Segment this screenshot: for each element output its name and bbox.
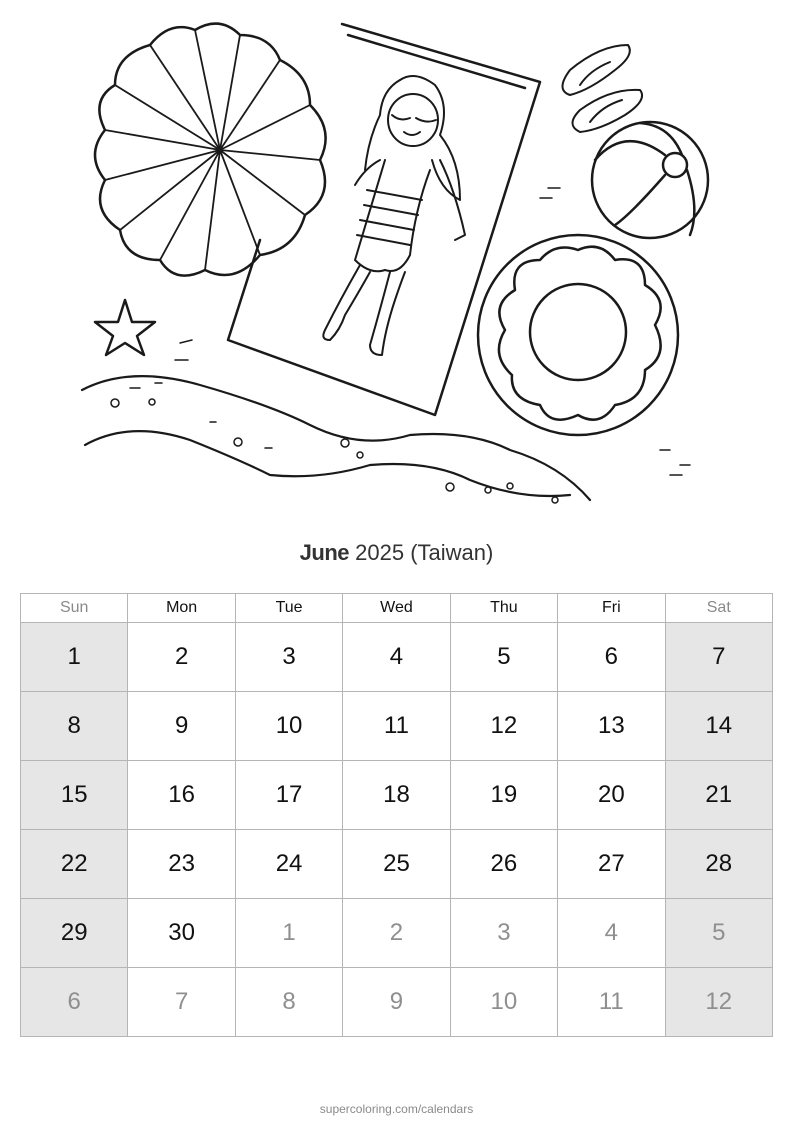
calendar-day-cell: 3 [235,623,342,692]
calendar-week-row [21,761,773,830]
calendar-week-row [21,623,773,692]
calendar-week-row [21,830,773,899]
beach-umbrella-icon [95,24,326,276]
calendar-day-cell: 7 [128,968,235,1037]
calendar-day-cell: 29 [21,899,128,968]
weekday-header: Wed [343,594,450,623]
calendar-day-cell: 1 [21,623,128,692]
calendar-day-cell: 27 [558,830,665,899]
calendar-day-cell: 26 [450,830,557,899]
calendar-day-cell: 23 [128,830,235,899]
weekday-header: Tue [235,594,342,623]
calendar-day-cell: 16 [128,761,235,830]
calendar-day-cell: 12 [450,692,557,761]
footer-credit: supercoloring.com/calendars [319,1102,474,1116]
calendar-day-cell: 5 [665,899,772,968]
weekday-header: Sat [665,594,772,623]
calendar-day-cell: 21 [665,761,772,830]
beach-coloring-illustration [70,10,730,515]
calendar-day-cell: 11 [558,968,665,1037]
weekday-header: Sun [21,594,128,623]
weekday-header-row [21,594,773,623]
weekday-header: Fri [558,594,665,623]
calendar-day-cell: 6 [558,623,665,692]
calendar-month: June [299,540,350,565]
calendar-day-cell: 6 [21,968,128,1037]
calendar-day-cell: 7 [665,623,772,692]
calendar-day-cell: 19 [450,761,557,830]
calendar-day-cell: 2 [128,623,235,692]
shoreline-icon [82,376,590,500]
calendar-day-cell: 11 [343,692,450,761]
calendar-day-cell: 5 [450,623,557,692]
weekday-header: Mon [128,594,235,623]
weekday-header: Thu [450,594,557,623]
calendar-day-cell: 9 [343,968,450,1037]
calendar-day-cell: 13 [558,692,665,761]
calendar-day-cell: 18 [343,761,450,830]
calendar-day-cell: 9 [128,692,235,761]
calendar-day-cell: 20 [558,761,665,830]
calendar-title [0,540,793,566]
flip-flops-icon [563,45,643,132]
calendar-year-region: 2025 (Taiwan) [355,540,494,565]
swim-ring-icon [478,235,678,435]
calendar-day-cell: 8 [235,968,342,1037]
calendar-day-cell: 12 [665,968,772,1037]
calendar-day-cell: 15 [21,761,128,830]
calendar-grid [20,593,773,1037]
beach-ball-icon [592,122,708,238]
calendar-day-cell: 24 [235,830,342,899]
calendar-week-row [21,968,773,1037]
calendar-day-cell: 30 [128,899,235,968]
calendar-week-row [21,692,773,761]
calendar-day-cell: 4 [558,899,665,968]
calendar-day-cell: 17 [235,761,342,830]
calendar-day-cell: 22 [21,830,128,899]
calendar-day-cell: 25 [343,830,450,899]
sunbathing-girl-icon [323,76,465,355]
calendar-day-cell: 4 [343,623,450,692]
calendar-day-cell: 3 [450,899,557,968]
calendar-day-cell: 10 [235,692,342,761]
pebbles-icon [111,188,690,503]
beach-towel-icon [228,24,540,415]
starfish-icon [95,300,155,355]
calendar-week-row [21,899,773,968]
calendar-day-cell: 28 [665,830,772,899]
calendar-day-cell: 2 [343,899,450,968]
calendar-day-cell: 1 [235,899,342,968]
calendar-day-cell: 8 [21,692,128,761]
calendar-day-cell: 10 [450,968,557,1037]
calendar-day-cell: 14 [665,692,772,761]
